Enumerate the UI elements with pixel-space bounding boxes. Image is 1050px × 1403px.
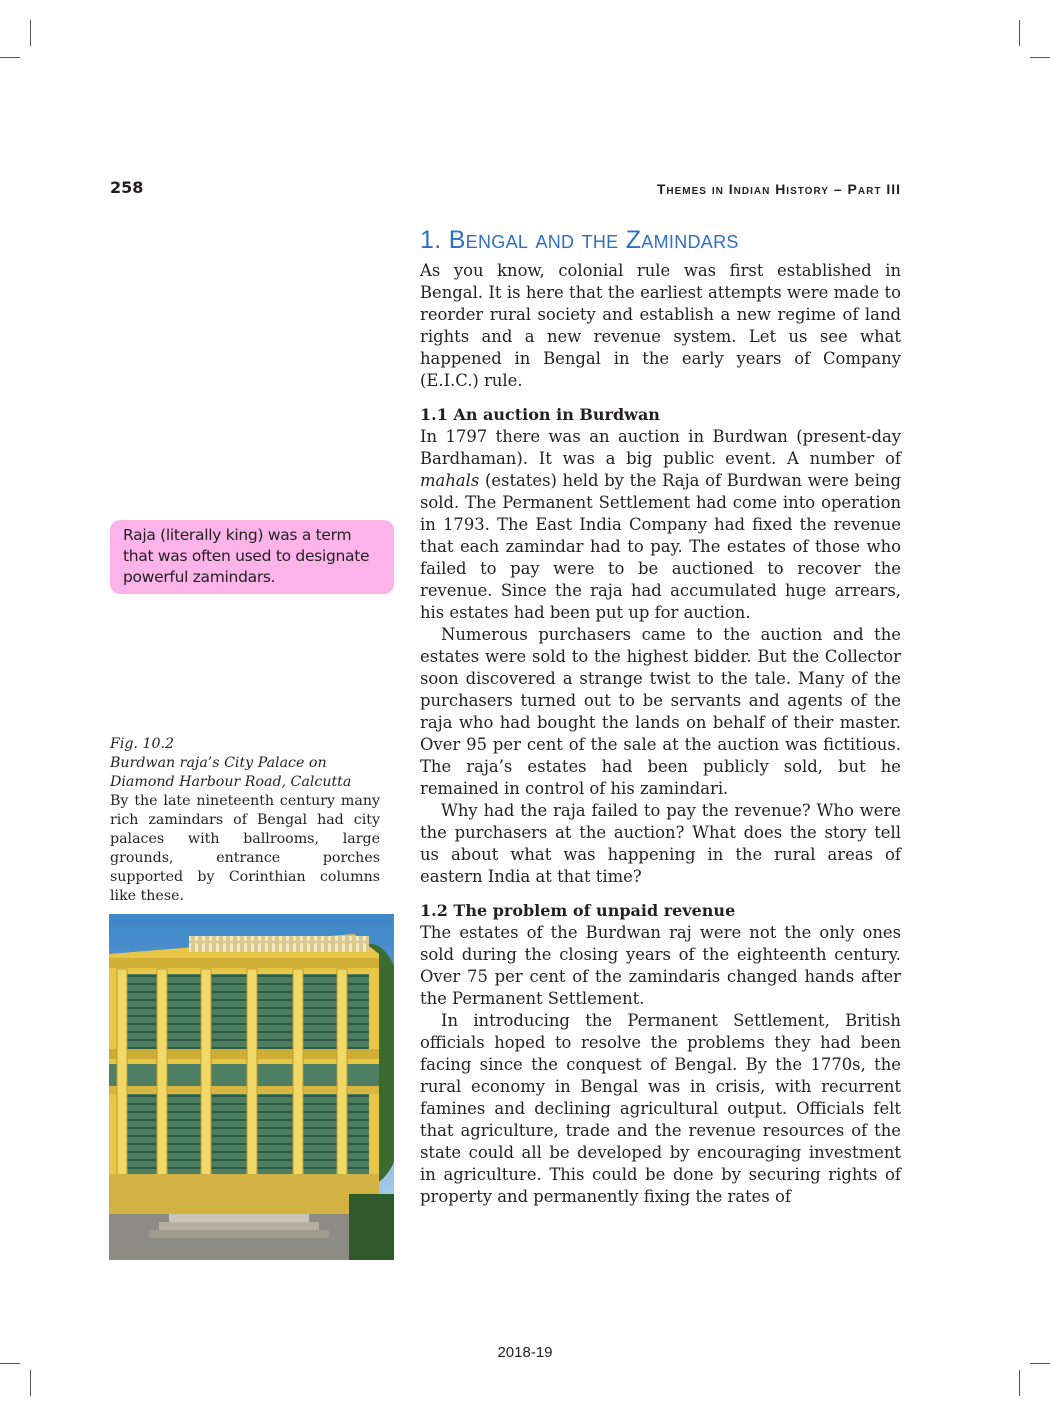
section-title: 1. Bengal and the Zamindars bbox=[420, 226, 739, 254]
figure-description: By the late nineteenth century many rich zamindars of Bengal had city palaces with ballrooms, large grounds, entrance porches supported by Corinthian columns like these. bbox=[110, 793, 380, 904]
page-number: 258 bbox=[110, 178, 144, 197]
main-column bbox=[420, 226, 901, 1208]
crop-mark bbox=[30, 20, 31, 46]
crop-mark bbox=[30, 1370, 31, 1396]
paragraph: The estates of the Burdwan raj were not the only ones sold during the closing years of the eighteenth century. Over 75 per cent of the zamindaris changed hands after the Permanent Settlement. bbox=[420, 923, 901, 1008]
crop-mark bbox=[0, 57, 20, 58]
subsection-title-1-2: 1.2 The problem of unpaid revenue bbox=[420, 901, 736, 920]
figure-title: Burdwan raja’s City Palace on Diamond Harbour Road, Calcutta bbox=[110, 755, 352, 790]
text-run: (estates) held by the Raja of Burdwan were being sold. The Permanent Settlement had come into operation in 1793. The East India Company had fixed the revenue that each zamindar had to pay. The estates of those who failed to pay were to be auctioned to recover the revenue. Since the raja had accumulated huge arrears, his estates had been put up for auction. bbox=[420, 471, 901, 622]
paragraph: In introducing the Permanent Settlement, British officials hoped to resolve the problems they had been facing since the conquest of Bengal. By the 1770s, the rural economy in Bengal was in crisis, with recurrent famines and declining agricultural output. Officials felt that agriculture, trade and the revenue resources of the state could all be developed by encouraging investment in agriculture. This could be done by securing rights of property and permanently fixing the rates of bbox=[420, 1011, 901, 1206]
running-head: Themes in Indian History – Part III bbox=[656, 181, 901, 197]
figure-caption bbox=[110, 735, 380, 906]
crop-mark bbox=[0, 1363, 20, 1364]
margin-note: Raja (literally king) was a term that was often used to designate powerful zamindars. bbox=[110, 520, 394, 594]
crop-mark bbox=[1019, 1370, 1020, 1396]
text-run: In 1797 there was an auction in Burdwan (present-day Bardhaman). It was a big public event. A number of bbox=[420, 427, 901, 468]
footer-year: 2018-19 bbox=[497, 1344, 553, 1361]
crop-mark bbox=[1030, 57, 1050, 58]
palace-photo bbox=[109, 914, 394, 1260]
subsection-title-1-1: 1.1 An auction in Burdwan bbox=[420, 405, 660, 424]
paragraph: Numerous purchasers came to the auction and the estates were sold to the highest bidder. But the Collector soon discovered a strange twist to the tale. Many of the purchasers turned out to be servants and agents of the raja who had bought the lands on behalf of their master. Over 95 per cent of the sale at the auction was fictitious. The raja’s estates had been publicly sold, but he remained in control of his zamindari. bbox=[420, 625, 901, 798]
paragraph: Why had the raja failed to pay the revenue? Who were the purchasers at the auction? What does the story tell us about what was happening in the rural areas of eastern India at that time? bbox=[420, 801, 901, 886]
section-intro: As you know, colonial rule was first established in Bengal. It is here that the earliest attempts were made to reorder rural society and establish a new regime of land rights and a new revenue system. Let us see what happened in Bengal in the early years of Company (E.I.C.) rule. bbox=[420, 261, 901, 390]
paragraph bbox=[420, 426, 901, 624]
crop-mark bbox=[1030, 1363, 1050, 1364]
crop-mark bbox=[1019, 20, 1020, 46]
figure-number: Fig. 10.2 bbox=[110, 736, 175, 752]
italic-term: mahals bbox=[420, 471, 480, 490]
